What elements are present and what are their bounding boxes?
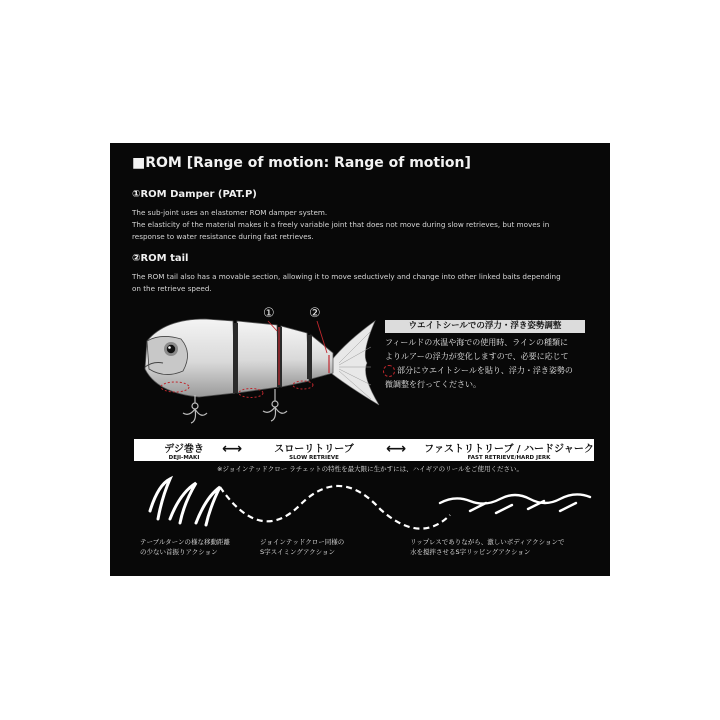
description-line: on the retrieve speed. [132, 284, 212, 293]
mode-label-jp: デジ巻き [164, 444, 204, 455]
description-line: The sub-joint uses an elastomer ROM damper system. [132, 208, 328, 217]
double-arrow-icon: ⟷ [386, 441, 407, 457]
swim-action-illustration [140, 475, 600, 535]
weight-spot-legend-icon [383, 365, 395, 377]
description-line: 微調整を行ってください。 [385, 380, 481, 389]
rom-damper-heading: ①ROM Damper (PAT.P) [132, 189, 257, 200]
double-arrow-icon: ⟷ [222, 441, 243, 457]
caption-line: S字スイミングアクション [260, 548, 336, 556]
mode-label-jp: スローリトリーブ [274, 444, 354, 455]
weight-seal-description [385, 336, 597, 392]
rom-feature-panel [110, 143, 610, 576]
page-title: ■ROM [Range of motion: Range of motion] [132, 155, 471, 171]
rom-tail-description [132, 271, 592, 295]
slow-retrieve-caption [260, 537, 400, 557]
description-line: よりルアーの浮力が変化しますので、必要に応じて [385, 352, 569, 361]
mode-label-en: DEJI-MAKI [168, 455, 200, 461]
description-line [385, 364, 597, 378]
mode-deji-maki [154, 440, 214, 461]
caption-line: リップレスでありながら、激しいボディアクションで [410, 538, 565, 546]
marker-one-label: ① [263, 306, 275, 321]
description-line: The ROM tail also has a movable section, allowing it to move seductively and change into other linked baits depending [132, 272, 561, 281]
description-line-text: 部分にウエイトシールを貼り、浮力・浮き姿勢の [397, 366, 573, 375]
description-line: response to water resistance during fast retrieves. [132, 232, 314, 241]
rom-tail-heading: ②ROM tail [132, 253, 189, 264]
caption-line: テーブルターンの様な移動距離 [140, 538, 231, 546]
marker-two-label: ② [309, 306, 321, 321]
mode-fast-retrieve [424, 440, 594, 461]
description-line: フィールドの水温や海での使用時、ラインの種類に [385, 338, 568, 347]
mode-label-en: FAST RETRIEVE/HARD JERK [467, 455, 551, 461]
rom-damper-description [132, 207, 592, 243]
mode-label-jp: ファストリトリーブ / ハードジャーク [424, 444, 594, 455]
weight-seal-heading: ウエイトシールでの浮力・浮き姿勢調整 [385, 320, 585, 333]
mode-label-en: SLOW RETRIEVE [289, 455, 339, 461]
caption-line: 水を撹拌させるS字リッピングアクション [410, 548, 531, 556]
caption-line: の少ない首振りアクション [140, 548, 218, 556]
reel-note: ※ジョインテッドクロー ラチェットの特性を最大限に生かすには、ハイギアのリールをご使用ください。 [217, 465, 523, 473]
swimbait-illustration [135, 301, 385, 431]
fast-retrieve-caption [410, 537, 610, 557]
mode-slow-retrieve [264, 440, 364, 461]
description-line: The elasticity of the material makes it a freely variable joint that does not move during slow retrieves, but moves in [132, 220, 550, 229]
caption-line: ジョインテッドクロー同様の [260, 538, 345, 546]
retrieve-mode-strip [134, 439, 594, 461]
